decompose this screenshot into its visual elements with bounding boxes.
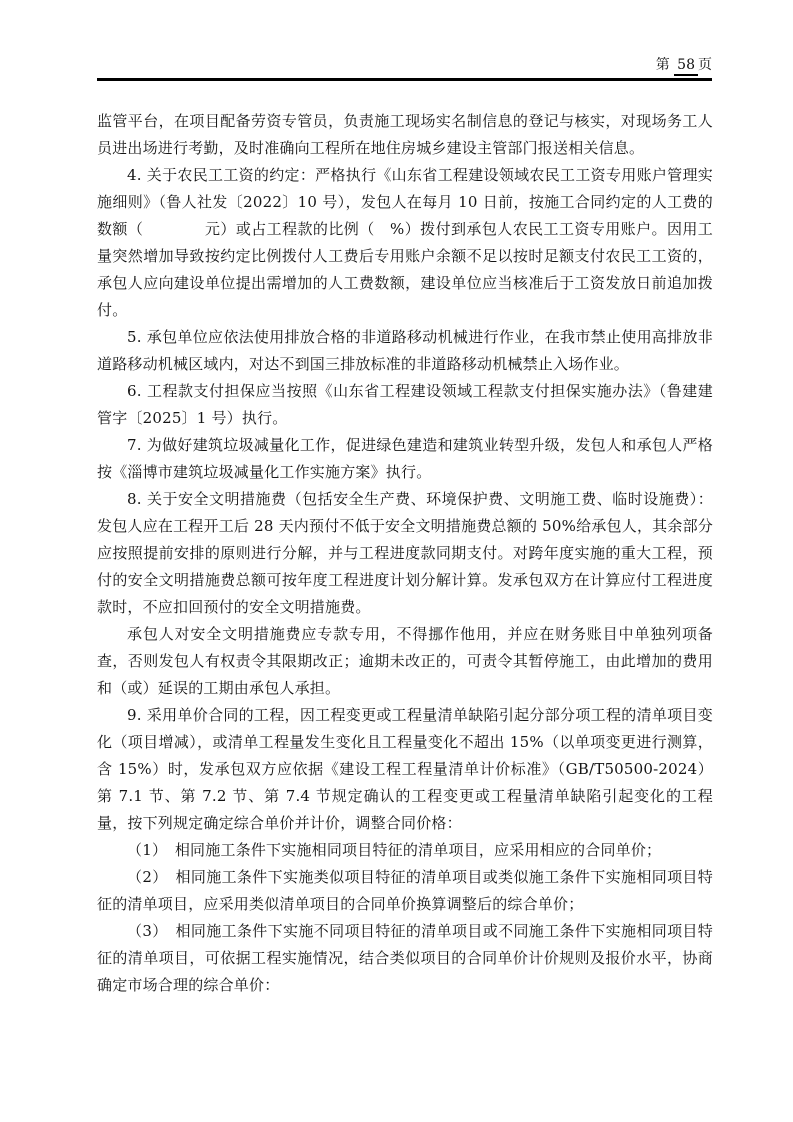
header-divider (97, 78, 712, 81)
page-number-suffix: 页 (698, 57, 712, 73)
document-body (97, 108, 713, 999)
paragraph-clause-5: 5. 承包单位应依法使用排放合格的非道路移动机械进行作业，在我市禁止使用高排放非道路移动机械区域内，对达不到国三排放标准的非道路移动机械禁止入场作业。 (97, 328, 713, 373)
paragraph-clause-9: 9. 采用单价合同的工程，因工程变更或工程量清单缺陷引起分部分项工程的清单项目变化（项目增减），或清单工程量发生变化且工程量变化不超出 15%（以单项变更进行测算，含 15%）时，发承包双方应依据《建设工程工程量清单计价标准》（GB/T50500-2024）第 7.1 节、第 7.2 节、第 7.4 节规定确认的工程变更或工程量清单缺陷引起变化的工程量，按下列规定确定综合单价并计价，调整合同价格： (97, 706, 713, 832)
paragraph-item-2: （2） 相同施工条件下实施类似项目特征的清单项目或类似施工条件下实施相同项目特征的清单项目，应采用类似清单项目的合同单价换算调整后的综合单价； (97, 868, 713, 913)
paragraph-clause-8-cont: 承包人对安全文明措施费应专款专用，不得挪作他用，并应在财务账目中单独列项备查，否则发包人有权责令其限期改正；逾期未改正的，可责令其暂停施工，由此增加的费用和（或）延误的工期由承包人承担。 (97, 625, 713, 697)
page-number: 58 (674, 56, 698, 76)
paragraph-item-3: （3） 相同施工条件下实施不同项目特征的清单项目或不同施工条件下实施相同项目特征的清单项目，可依据工程实施情况，结合类似项目的合同单价计价规则及报价水平，协商确定市场合理的综合单价： (97, 922, 713, 994)
paragraph-clause-4: 4. 关于农民工工资的约定：严格执行《山东省工程建设领域农民工工资专用账户管理实施细则》（鲁人社发〔2022〕10 号），发包人在每月 10 日前，按施工合同约定的人工费的数额（ 元）或占工程款的比例（ %）拨付到承包人农民工工资专用账户。因用工量突然增加导致按约定比例拨付人工费后专用账户余额不足以按时足额支付农民工工资的，承包人应向建设单位提出需增加的人工费数额，建设单位应当核准后于工资发放日前追加拨付。 (97, 166, 713, 319)
page-number-prefix: 第 (655, 57, 675, 73)
paragraph-continuation: 监管平台，在项目配备劳资专管员，负责施工现场实名制信息的登记与核实，对现场务工人员进出场进行考勤，及时准确向工程所在地住房城乡建设主管部门报送相关信息。 (97, 112, 713, 157)
page-header (97, 56, 712, 76)
paragraph-item-1: （1） 相同施工条件下实施相同项目特征的清单项目，应采用相应的合同单价； (127, 841, 662, 859)
paragraph-clause-6: 6. 工程款支付担保应当按照《山东省工程建设领域工程款支付担保实施办法》（鲁建建管字〔2025〕1 号）执行。 (97, 382, 713, 427)
paragraph-clause-7: 7. 为做好建筑垃圾减量化工作，促进绿色建造和建筑业转型升级，发包人和承包人严格按《淄博市建筑垃圾减量化工作实施方案》执行。 (97, 436, 713, 481)
paragraph-clause-8: 8. 关于安全文明措施费（包括安全生产费、环境保护费、文明施工费、临时设施费）：发包人应在工程开工后 28 天内预付不低于安全文明措施费总额的 50%给承包人，其余部分应按照提前安排的原则进行分解，并与工程进度款同期支付。对跨年度实施的重大工程，预付的安全文明措施费总额可按年度工程进度计划分解计算。发承包双方在计算应付工程进度款时，不应扣回预付的安全文明措施费。 (97, 490, 713, 616)
